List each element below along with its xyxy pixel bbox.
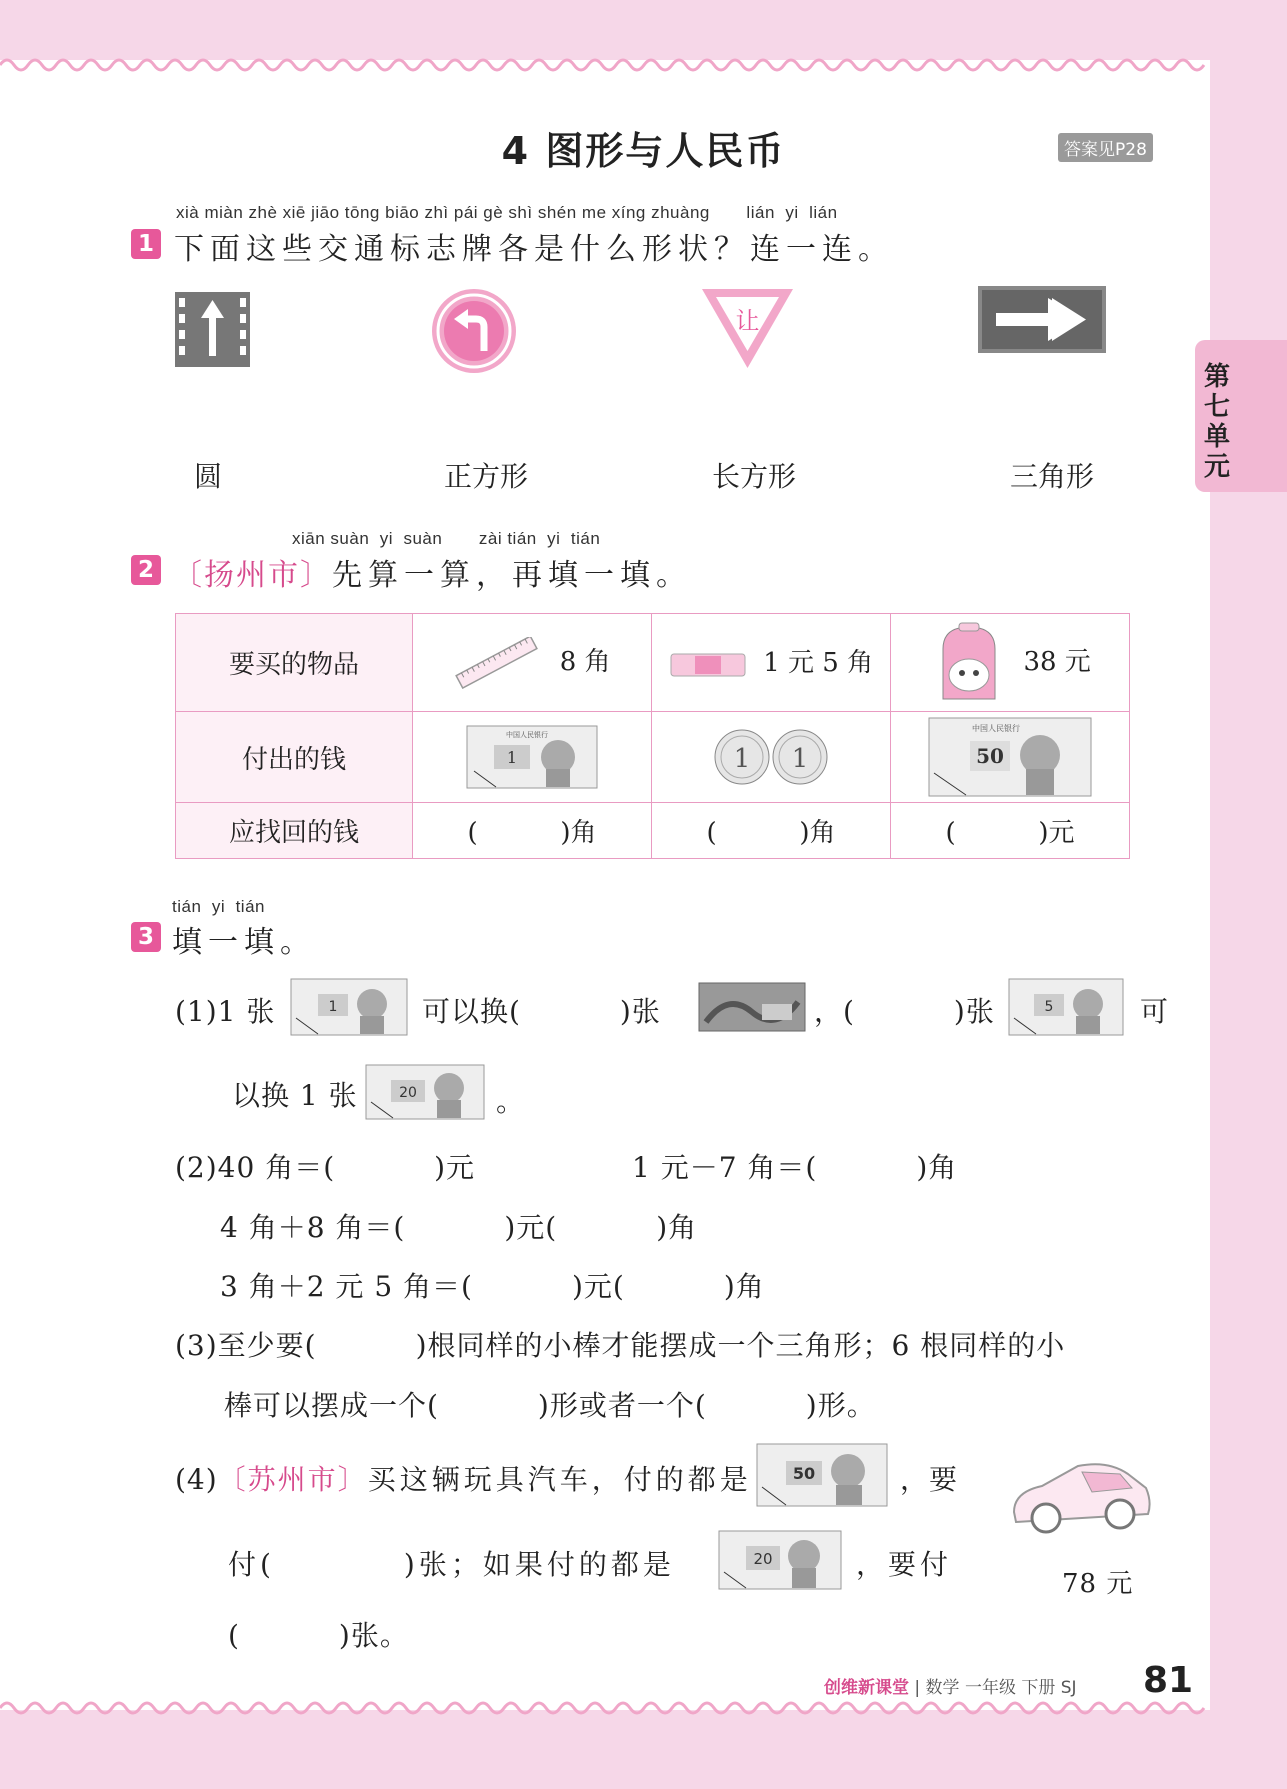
two-1-yuan-coins-icon bbox=[712, 727, 830, 787]
q3-part3-b[interactable]: 棒可以摆成一个( )形或者一个( )形。 bbox=[224, 1389, 876, 1422]
q3-part2-d[interactable]: 3 角＋2 元 5 角＝( )元( )角 bbox=[220, 1270, 765, 1303]
ruler-icon bbox=[453, 637, 541, 689]
price-eraser: 1 元 5 角 bbox=[763, 647, 874, 678]
banknote-20-yuan-icon bbox=[365, 1064, 485, 1120]
rectangle-arrow-sign-icon bbox=[978, 286, 1106, 353]
shape-label-square: 正方形 bbox=[444, 460, 529, 493]
q1-number: 1 bbox=[131, 229, 161, 259]
banknote-5-yuan-icon bbox=[1008, 978, 1124, 1036]
q1-pinyin: xià miàn zhè xiē jiāo tōng biāo zhì pái gè shì shén me xíng zhuàng lián yi lián bbox=[176, 203, 838, 222]
change-answer-1[interactable]: ( )角 bbox=[413, 803, 652, 859]
q3-part1-continued: 以换 1 张 bbox=[232, 1079, 358, 1112]
page-number: 81 bbox=[1143, 1660, 1194, 1701]
answer-reference: 答案见P28 bbox=[1058, 133, 1153, 162]
item-ruler-cell bbox=[413, 614, 652, 712]
q3-part1-period: 。 bbox=[496, 1085, 526, 1118]
q3-part4-b: ，要 bbox=[900, 1463, 959, 1496]
bottom-wave-border bbox=[0, 1698, 1210, 1718]
q2-number: 2 bbox=[131, 555, 161, 585]
item-backpack-cell bbox=[891, 614, 1130, 712]
q1-text: 下面这些交通标志牌各是什么形状？连一连。 bbox=[174, 232, 894, 267]
footer-info bbox=[824, 1673, 1077, 1698]
q2-region-tag: 〔扬州市〕 bbox=[172, 558, 332, 593]
svg-text:1: 1 bbox=[506, 748, 518, 767]
change-answer-3[interactable]: ( )元 bbox=[891, 803, 1130, 859]
q3-pinyin: tián yi tián bbox=[172, 897, 265, 916]
q3-part4-a: (4)〔苏州市〕买这辆玩具汽车，付的都是 bbox=[175, 1463, 752, 1496]
table-row-label: 应找回的钱 bbox=[176, 803, 413, 859]
banknote-1-yuan-icon bbox=[290, 978, 408, 1036]
paid-coins-cell bbox=[652, 712, 891, 803]
eraser-icon bbox=[669, 644, 749, 684]
svg-text:50: 50 bbox=[976, 744, 1004, 768]
price-backpack: 38 元 bbox=[1023, 646, 1091, 677]
svg-text:5: 5 bbox=[1044, 999, 1054, 1015]
q3-part1-exchange[interactable]: 可以换( )张 bbox=[422, 995, 661, 1028]
car-price: 78 元 bbox=[1062, 1569, 1134, 1599]
q2-instruction: 先算一算，再填一填。 bbox=[332, 558, 692, 593]
circle-turn-sign-icon bbox=[430, 287, 518, 375]
paid-1-yuan-cell bbox=[413, 712, 652, 803]
q3-part1-start: (1)1 张 bbox=[175, 995, 276, 1028]
shape-label-rectangle: 长方形 bbox=[712, 460, 797, 493]
svg-text:中国人民银行: 中国人民银行 bbox=[506, 731, 548, 739]
toy-car-icon bbox=[1008, 1452, 1154, 1542]
svg-text:20: 20 bbox=[753, 1550, 773, 1568]
shape-label-circle: 圆 bbox=[194, 460, 223, 493]
backpack-icon bbox=[929, 619, 1009, 707]
q3-part4-d: ，要付 bbox=[856, 1548, 953, 1581]
svg-text:20: 20 bbox=[399, 1085, 417, 1101]
table-row-label: 要买的物品 bbox=[176, 614, 413, 712]
table-row bbox=[176, 614, 1130, 712]
q2-pinyin: xiān suàn yi suàn zài tián yi tián bbox=[292, 529, 601, 548]
svg-text:50: 50 bbox=[792, 1464, 816, 1483]
svg-text:1: 1 bbox=[791, 744, 809, 774]
banknote-50-yuan-icon bbox=[756, 1443, 888, 1507]
change-answer-2[interactable]: ( )角 bbox=[652, 803, 891, 859]
q3-text: 填一填。 bbox=[172, 925, 316, 960]
banknote-5-jiao-icon bbox=[698, 982, 806, 1032]
yield-sign-text: 让 bbox=[735, 307, 760, 335]
item-eraser-cell bbox=[652, 614, 891, 712]
q3-part3-a[interactable]: (3)至少要( )根同样的小棒才能摆成一个三角形；6 根同样的小 bbox=[175, 1329, 1066, 1362]
banknote-20-yuan-icon bbox=[718, 1530, 842, 1590]
shopping-table bbox=[175, 613, 1130, 859]
q3-part4-c[interactable]: 付( )张；如果付的都是 bbox=[228, 1548, 675, 1581]
triangle-yield-sign-icon bbox=[700, 287, 795, 370]
q3-part1-end: 可 bbox=[1140, 995, 1170, 1028]
table-row bbox=[176, 712, 1130, 803]
q2-text bbox=[172, 550, 692, 594]
top-wave-border bbox=[0, 55, 1210, 75]
footer-subject: | 数学 一年级 下册 SJ bbox=[914, 1678, 1077, 1698]
unit-side-tab-label: 第七单元 bbox=[1203, 362, 1230, 482]
svg-text:1: 1 bbox=[733, 744, 751, 774]
q3-part2-b[interactable]: 1 元－7 角＝( )角 bbox=[632, 1151, 958, 1184]
q3-part2-a[interactable]: (2)40 角＝( )元 bbox=[175, 1151, 476, 1184]
paid-50-yuan-cell bbox=[891, 712, 1130, 803]
table-row-label: 付出的钱 bbox=[176, 712, 413, 803]
q3-number: 3 bbox=[131, 922, 161, 952]
price-ruler: 8 角 bbox=[559, 646, 611, 677]
q3-part1-count[interactable]: ，( )张 bbox=[814, 995, 995, 1028]
svg-text:1: 1 bbox=[328, 999, 338, 1015]
banknote-1-yuan-icon bbox=[466, 725, 598, 789]
q3-part4-e[interactable]: ( )张。 bbox=[228, 1619, 409, 1652]
square-straight-sign-icon bbox=[175, 292, 250, 367]
page-title: 4 图形与人民币 bbox=[501, 129, 786, 173]
footer-brand: 创维新课堂 bbox=[824, 1678, 909, 1698]
q3-part4-region-tag: 〔苏州市〕 bbox=[217, 1463, 368, 1496]
q3-part2-c[interactable]: 4 角＋8 角＝( )元( )角 bbox=[220, 1211, 698, 1244]
banknote-50-yuan-icon bbox=[928, 717, 1092, 797]
shape-label-triangle: 三角形 bbox=[1010, 460, 1095, 493]
table-row bbox=[176, 803, 1130, 859]
svg-text:中国人民银行: 中国人民银行 bbox=[972, 724, 1020, 733]
